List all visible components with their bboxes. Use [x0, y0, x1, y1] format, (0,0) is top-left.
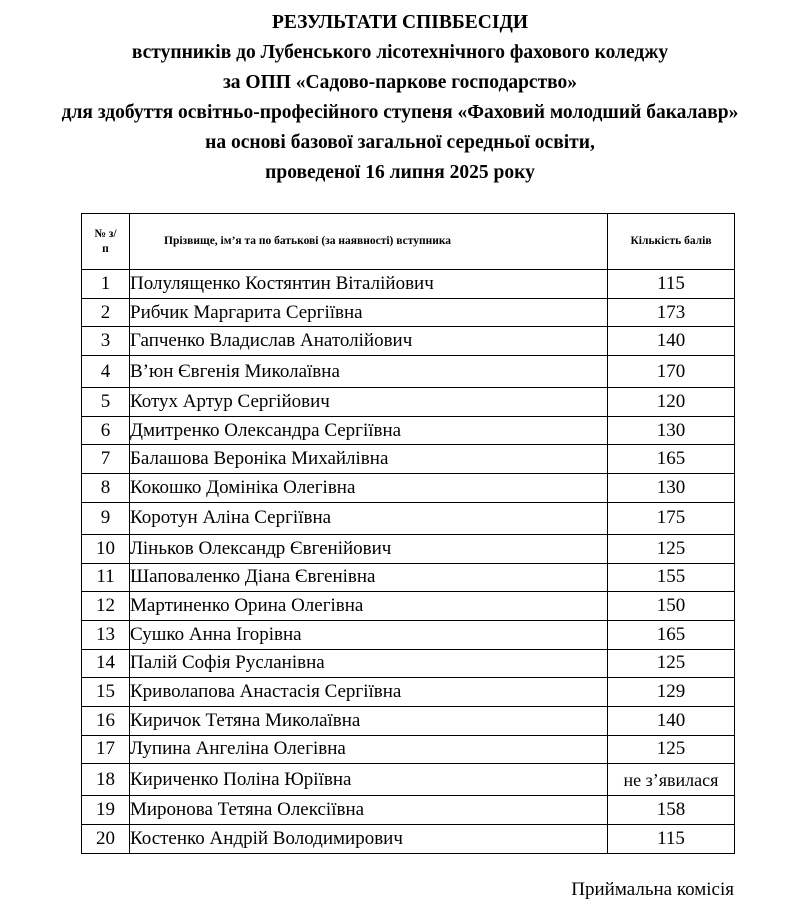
applicant-score: 115: [608, 270, 735, 299]
header-subtitle-date: проведеної 16 липня 2025 року: [265, 162, 535, 183]
row-number: 15: [82, 678, 130, 707]
row-number: 20: [82, 825, 130, 854]
applicant-name: Дмитренко Олександра Сергіївна: [130, 416, 608, 445]
row-number: 8: [82, 474, 130, 503]
column-header-number: [82, 214, 130, 270]
table-row: [82, 270, 735, 299]
applicant-name: Коротун Аліна Сергіївна: [130, 502, 608, 534]
row-number: 12: [82, 592, 130, 621]
document-title: РЕЗУЛЬТАТИ СПІВБЕСІДИ: [271, 12, 529, 33]
row-number: 3: [82, 327, 130, 356]
row-number: 16: [82, 706, 130, 735]
applicant-score: не з’явилася: [608, 764, 735, 796]
row-number: 5: [82, 388, 130, 417]
header-subtitle-program: за ОПП «Садово-паркове господарство»: [222, 72, 578, 93]
applicant-name: Киричок Тетяна Миколаївна: [130, 706, 608, 735]
applicant-name: Кириченко Поліна Юріївна: [130, 764, 608, 796]
applicant-score: 140: [608, 327, 735, 356]
row-number: 13: [82, 620, 130, 649]
row-number: 10: [82, 534, 130, 563]
row-number: 4: [82, 356, 130, 388]
table-row: [82, 502, 735, 534]
header-subtitle-degree: для здобуття освітньо-професійного ступеня «Фаховий молодший бакалавр»: [61, 102, 739, 123]
applicant-score: 173: [608, 298, 735, 327]
table-header-row: [82, 214, 735, 270]
applicant-score: 150: [608, 592, 735, 621]
row-number: 18: [82, 764, 130, 796]
column-header-number-label: № з/п: [94, 227, 117, 255]
applicant-score: 130: [608, 474, 735, 503]
column-header-score: Кількість балів: [608, 214, 735, 270]
applicant-score: 125: [608, 649, 735, 678]
applicant-score: 155: [608, 563, 735, 592]
row-number: 6: [82, 416, 130, 445]
applicant-score: 140: [608, 706, 735, 735]
row-number: 7: [82, 445, 130, 474]
table-row: [82, 416, 735, 445]
applicant-name: Балашова Вероніка Михайлівна: [130, 445, 608, 474]
applicant-name: Шаповаленко Діана Євгенівна: [130, 563, 608, 592]
table-row: [82, 388, 735, 417]
table-row: [82, 474, 735, 503]
applicant-score: 130: [608, 416, 735, 445]
table-row: [82, 327, 735, 356]
applicant-name: Криволапова Анастасія Сергіївна: [130, 678, 608, 707]
table-row: [82, 735, 735, 764]
table-row: [82, 649, 735, 678]
row-number: 17: [82, 735, 130, 764]
applicant-name: Ліньков Олександр Євгенійович: [130, 534, 608, 563]
table-row: [82, 825, 735, 854]
table-row: [82, 563, 735, 592]
table-row: [82, 620, 735, 649]
applicant-score: 125: [608, 534, 735, 563]
applicant-score: 120: [608, 388, 735, 417]
applicant-name: Мартиненко Орина Олегівна: [130, 592, 608, 621]
applicant-score: 115: [608, 825, 735, 854]
row-number: 1: [82, 270, 130, 299]
row-number: 9: [82, 502, 130, 534]
applicant-name: Палій Софія Русланівна: [130, 649, 608, 678]
applicant-name: Сушко Анна Ігорівна: [130, 620, 608, 649]
applicant-score: 129: [608, 678, 735, 707]
row-number: 14: [82, 649, 130, 678]
applicant-name: Котух Артур Сергійович: [130, 388, 608, 417]
document-header: [0, 8, 800, 188]
table-row: [82, 706, 735, 735]
applicant-name: Костенко Андрій Володимирович: [130, 825, 608, 854]
applicant-score: 165: [608, 445, 735, 474]
table-row: [82, 356, 735, 388]
table-row: [82, 796, 735, 825]
results-table-body: [82, 270, 735, 854]
table-row: [82, 534, 735, 563]
applicant-name: Кокошко Домініка Олегівна: [130, 474, 608, 503]
applicant-name: Миронова Тетяна Олексіївна: [130, 796, 608, 825]
applicant-name: Лупина Ангеліна Олегівна: [130, 735, 608, 764]
header-subtitle-college: вступників до Лубенського лісотехнічного фахового коледжу: [131, 42, 669, 63]
column-header-name: Прізвище, ім’я та по батькові (за наявності) вступника: [130, 214, 608, 270]
applicant-score: 158: [608, 796, 735, 825]
row-number: 19: [82, 796, 130, 825]
applicant-score: 170: [608, 356, 735, 388]
header-subtitle-basis: на основі базової загальної середньої освіти,: [205, 132, 595, 153]
table-row: [82, 298, 735, 327]
applicant-name: Полулященко Костянтин Віталійович: [130, 270, 608, 299]
table-row: [82, 764, 735, 796]
applicant-name: Гапченко Владислав Анатолійович: [130, 327, 608, 356]
table-row: [82, 445, 735, 474]
applicant-score: 125: [608, 735, 735, 764]
admission-committee-signature: Приймальна комісія: [571, 879, 734, 900]
applicant-name: В’юн Євгенія Миколаївна: [130, 356, 608, 388]
table-row: [82, 592, 735, 621]
applicant-name: Рибчик Маргарита Сергіївна: [130, 298, 608, 327]
table-row: [82, 678, 735, 707]
results-table: [81, 213, 735, 854]
row-number: 2: [82, 298, 130, 327]
applicant-score: 175: [608, 502, 735, 534]
row-number: 11: [82, 563, 130, 592]
applicant-score: 165: [608, 620, 735, 649]
